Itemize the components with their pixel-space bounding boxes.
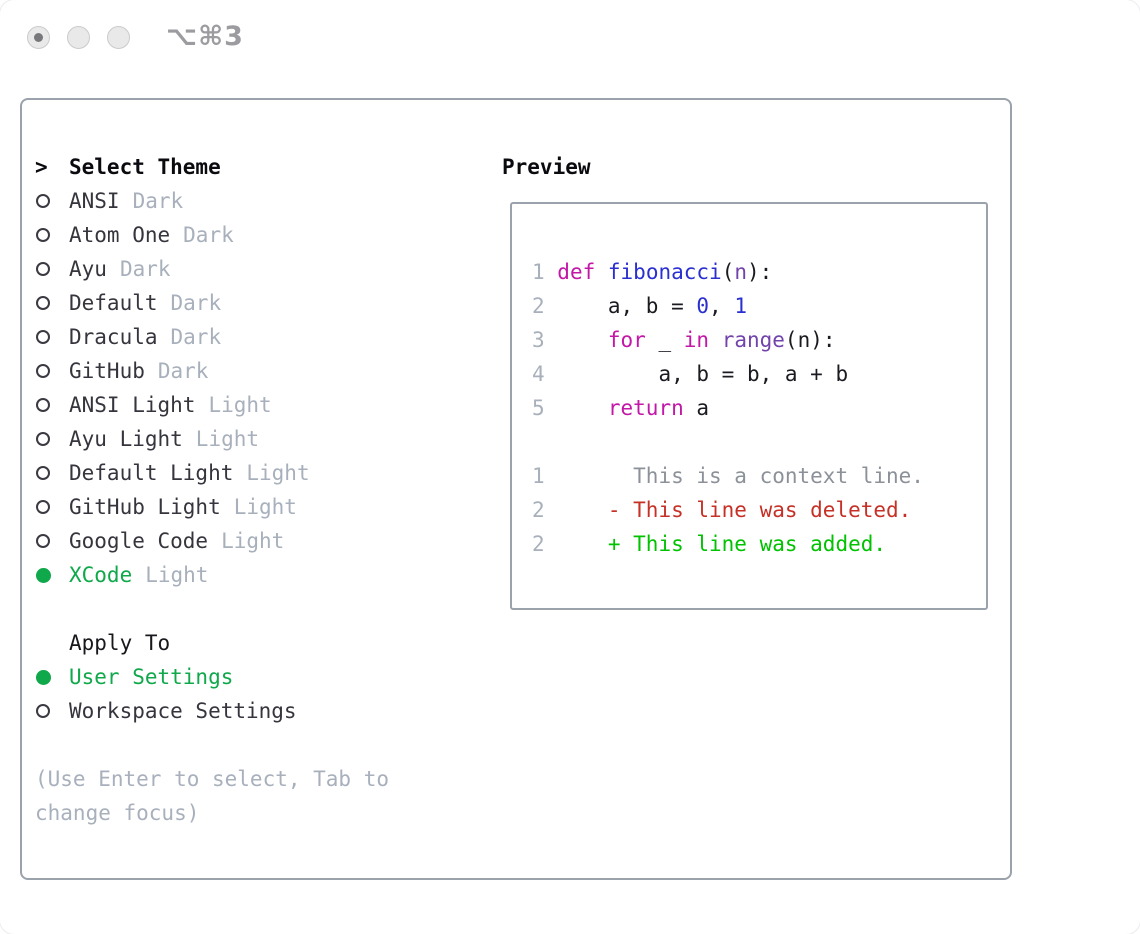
apply-option-workspace-settings[interactable]	[35, 694, 495, 728]
radio-icon	[35, 534, 69, 548]
radio-icon	[35, 432, 69, 446]
radio-icon	[35, 466, 69, 480]
theme-option-label: Dracula	[69, 325, 158, 349]
code-line: 2 + This line was added.	[532, 532, 887, 556]
theme-option-label: Atom One	[69, 223, 171, 247]
theme-option-label: XCode	[69, 563, 133, 587]
apply-option-label: Workspace Settings	[69, 699, 297, 723]
theme-variant-label: Light	[246, 461, 310, 485]
theme-option-default-light[interactable]	[35, 456, 495, 490]
theme-list-title: Select Theme	[69, 155, 221, 179]
window-shortcut-label: ⌥⌘3	[166, 21, 244, 52]
code-line: 2 a, b = 0, 1	[532, 294, 747, 318]
theme-option-label: Default Light	[69, 461, 234, 485]
selection-cursor-icon: >	[35, 155, 48, 179]
theme-option-ansi-light[interactable]	[35, 388, 495, 422]
spacer	[35, 728, 495, 762]
left-pane	[35, 150, 495, 830]
theme-option-label: Default	[69, 291, 158, 315]
apply-to-list	[35, 660, 495, 728]
apply-to-title: Apply To	[69, 631, 171, 655]
theme-option-github-light[interactable]	[35, 490, 495, 524]
apply-option-label: User Settings	[69, 665, 234, 689]
theme-option-atom-one[interactable]	[35, 218, 495, 252]
radio-icon	[35, 296, 69, 310]
theme-option-label: Google Code	[69, 529, 209, 553]
theme-option-label: ANSI Light	[69, 393, 196, 417]
radio-selected-icon	[35, 568, 69, 583]
theme-list-header	[35, 150, 495, 184]
theme-option-label: GitHub Light	[69, 495, 221, 519]
code-line: 5 return a	[532, 396, 710, 420]
theme-variant-label: Dark	[170, 291, 222, 315]
preview-box	[510, 202, 988, 610]
radio-icon	[35, 500, 69, 514]
spacer	[35, 592, 495, 626]
code-preview	[512, 204, 986, 561]
theme-option-label: Ayu Light	[69, 427, 183, 451]
theme-option-label: ANSI	[69, 189, 120, 213]
theme-option-ayu-light[interactable]	[35, 422, 495, 456]
radio-icon	[35, 194, 69, 208]
theme-option-default[interactable]	[35, 286, 495, 320]
help-text-line: (Use Enter to select, Tab to	[35, 767, 390, 791]
code-line: 4 a, b = b, a + b	[532, 362, 849, 386]
theme-list	[35, 184, 495, 592]
help-text-line: change focus)	[35, 801, 200, 825]
code-line: 1 def fibonacci(n):	[532, 260, 773, 284]
preview-title: Preview	[502, 155, 591, 179]
help-text	[35, 762, 495, 830]
code-line	[532, 425, 986, 459]
theme-option-google-code[interactable]	[35, 524, 495, 558]
radio-icon	[35, 704, 69, 718]
radio-icon	[35, 262, 69, 276]
apply-to-header	[35, 626, 495, 660]
theme-variant-label: Light	[195, 427, 260, 451]
radio-icon	[35, 228, 69, 242]
theme-option-github[interactable]	[35, 354, 495, 388]
theme-option-label: GitHub	[69, 359, 145, 383]
theme-option-xcode[interactable]	[35, 558, 495, 592]
code-line: 3 for _ in range(n):	[532, 328, 836, 352]
theme-variant-label: Dark	[170, 325, 222, 349]
theme-variant-label: Dark	[132, 189, 184, 213]
radio-icon	[35, 364, 69, 378]
theme-variant-label: Dark	[119, 257, 171, 281]
theme-option-label: Ayu	[69, 257, 107, 281]
radio-icon	[35, 330, 69, 344]
theme-option-ansi[interactable]	[35, 184, 495, 218]
radio-icon	[35, 398, 69, 412]
theme-variant-label: Dark	[183, 223, 234, 247]
apply-option-user-settings[interactable]	[35, 660, 495, 694]
theme-variant-label: Light	[145, 563, 209, 587]
theme-variant-label: Light	[208, 393, 272, 417]
traffic-light-button-3[interactable]	[107, 26, 130, 49]
code-line: 2 - This line was deleted.	[532, 498, 912, 522]
code-line: 1 This is a context line.	[532, 464, 924, 488]
theme-option-dracula[interactable]	[35, 320, 495, 354]
traffic-light-button-2[interactable]	[67, 26, 90, 49]
theme-variant-label: Dark	[157, 359, 209, 383]
active-indicator-dot	[34, 33, 43, 42]
theme-variant-label: Light	[233, 495, 297, 519]
theme-variant-label: Light	[221, 529, 285, 553]
theme-selector-panel	[20, 98, 1012, 880]
theme-option-ayu[interactable]	[35, 252, 495, 286]
radio-selected-icon	[35, 670, 69, 685]
traffic-light-button-1[interactable]	[27, 26, 50, 49]
window-titlebar	[0, 0, 1140, 74]
